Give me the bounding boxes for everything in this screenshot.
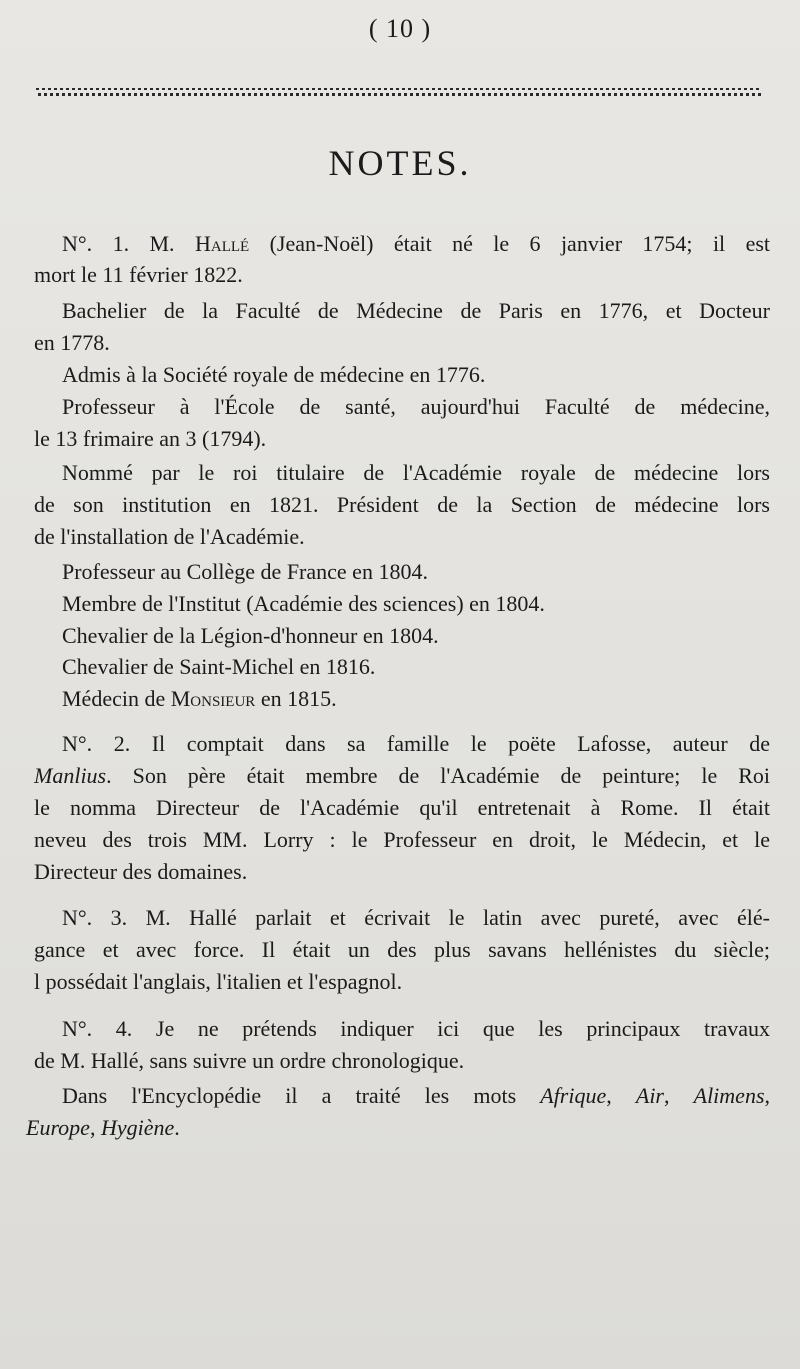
text-line: N°. 2. Il comptait dans sa famille le poëte Lafosse, auteur de (62, 731, 770, 756)
text-line: neveu des trois MM. Lorry : le Professeur en droit, le Médecin, et le (34, 827, 770, 852)
page-heading: NOTES. (328, 143, 472, 183)
text-line: Manlius. Son père était membre de l'Académie de peinture; le Roi (34, 763, 770, 788)
text-line: Admis à la Société royale de médecine en 1776. (62, 362, 486, 387)
text-line: Professeur à l'École de santé, aujourd'hui Faculté de médecine, (62, 394, 770, 419)
text-line: N°. 4. Je ne prétends indiquer ici que les principaux travaux (62, 1016, 770, 1041)
text-line: Bachelier de la Faculté de Médecine de Paris en 1776, et Docteur (62, 298, 770, 323)
text-line: Nommé par le roi titulaire de l'Académie royale de médecine lors (62, 460, 770, 485)
text-line: Médecin de Monsieur en 1815. (62, 686, 337, 711)
text-line: Membre de l'Institut (Académie des sciences) en 1804. (62, 591, 545, 616)
text-line: gance et avec force. Il était un des plus savans hellénistes du siècle; (34, 937, 770, 962)
page-number: ( 10 ) (368, 14, 432, 43)
text-line: en 1778. (34, 330, 110, 355)
text-line: de l'installation de l'Académie. (34, 524, 305, 549)
text-line: Professeur au Collège de France en 1804. (62, 559, 428, 584)
text-line: Directeur des domaines. (34, 859, 248, 884)
text-line: de son institution en 1821. Président de la Section de médecine lors (34, 492, 770, 517)
author-name: Hallé (194, 231, 250, 256)
text-line: de M. Hallé, sans suivre un ordre chronologique. (34, 1048, 465, 1073)
text-line: Chevalier de Saint-Michel en 1816. (62, 654, 376, 679)
text-line: N°. 1. M. Hallé (Jean-Noël) était né le 6 janvier 1754; il est (62, 231, 771, 256)
text-line: mort le 11 février 1822. (34, 262, 243, 287)
text-line: le 13 frimaire an 3 (1794). (34, 426, 267, 451)
text-line: Europe, Hygiène. (26, 1115, 180, 1140)
text-line: N°. 3. M. Hallé parlait et écrivait le latin avec pureté, avec élé- (62, 905, 770, 930)
text-line: Dans l'Encyclopédie il a traité les mots Afrique, Air, Alimens, (62, 1083, 771, 1108)
text-line: le nomma Directeur de l'Académie qu'il entretenait à Rome. Il était (34, 795, 770, 820)
text-line: l possédait l'anglais, l'italien et l'espagnol. (34, 969, 403, 994)
decorative-rule (36, 88, 762, 96)
text-line: Chevalier de la Légion-d'honneur en 1804. (62, 623, 439, 648)
